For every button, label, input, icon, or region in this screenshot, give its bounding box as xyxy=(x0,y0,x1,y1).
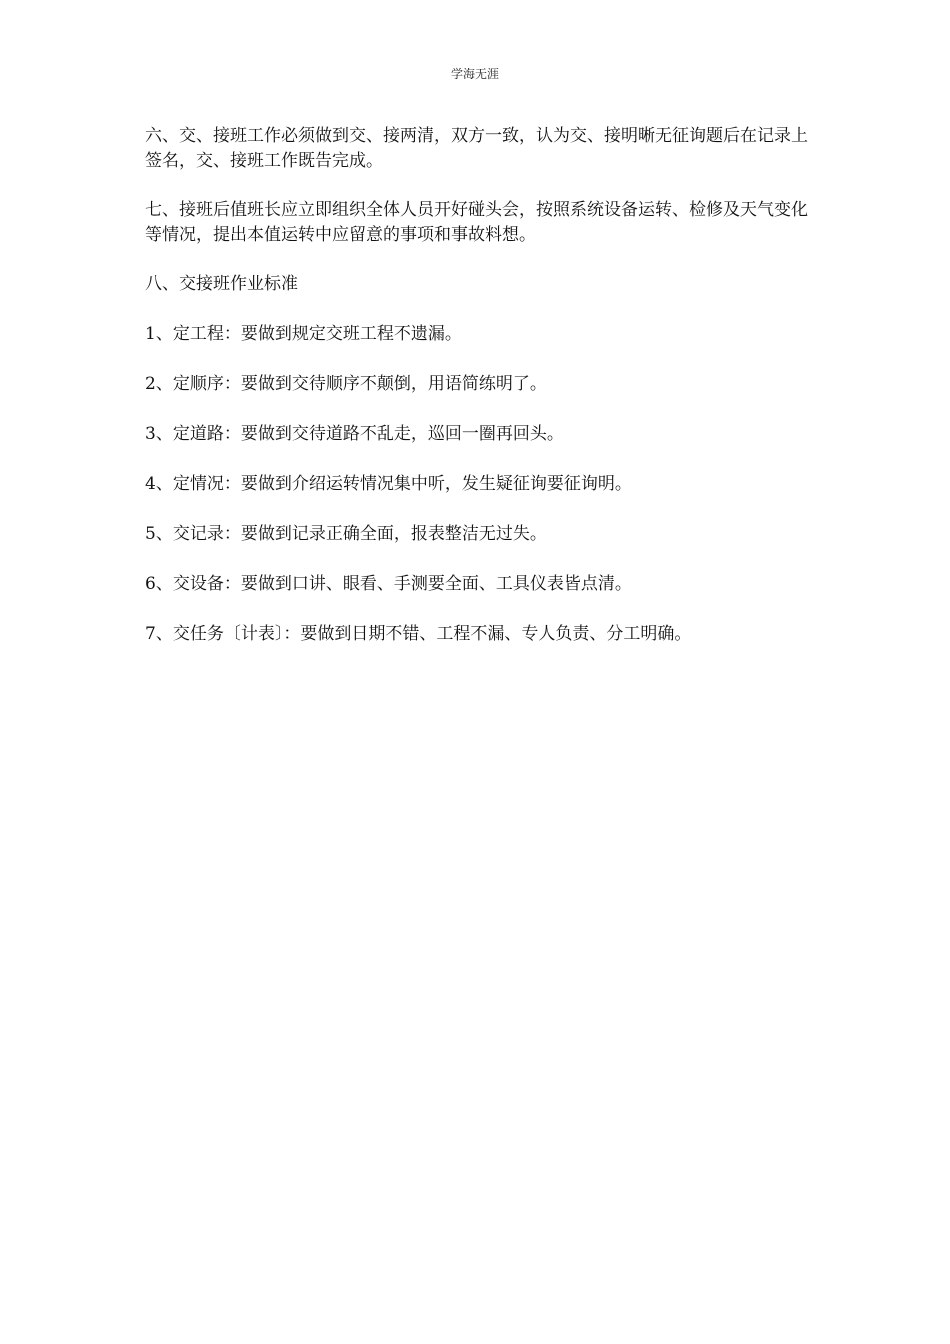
list-item: 6、交设备：要做到口讲、眼看、手测要全面、工具仪表皆点清。 xyxy=(145,574,632,594)
list-item: 4、定情况：要做到介绍运转情况集中听，发生疑征询要征询明。 xyxy=(145,474,632,494)
list-item: 7、交任务〔计表〕：要做到日期不错、工程不漏、专人负责、分工明确。 xyxy=(145,624,692,644)
document-body xyxy=(145,124,815,672)
page-header: 学海无涯 xyxy=(450,67,499,81)
list-item: 1、定工程：要做到规定交班工程不遗漏。 xyxy=(145,324,462,344)
section-heading-eight: 八、交接班作业标准 xyxy=(145,274,298,294)
list-item: 5、交记录：要做到记录正确全面，报表整洁无过失。 xyxy=(145,524,547,544)
list-item: 3、定道路：要做到交待道路不乱走，巡回一圈再回头。 xyxy=(145,424,564,444)
paragraph-six: 六、交、接班工作必须做到交、接两清，双方一致，认为交、接明晰无征询题后在记录上签名，交、接班工作既告完成。 xyxy=(145,126,808,171)
paragraph-seven: 七、接班后值班长应立即组织全体人员开好碰头会，按照系统设备运转、检修及天气变化等情况，提出本值运转中应留意的事项和事故料想。 xyxy=(145,200,808,245)
list-item: 2、定顺序：要做到交待顺序不颠倒，用语简练明了。 xyxy=(145,374,547,394)
